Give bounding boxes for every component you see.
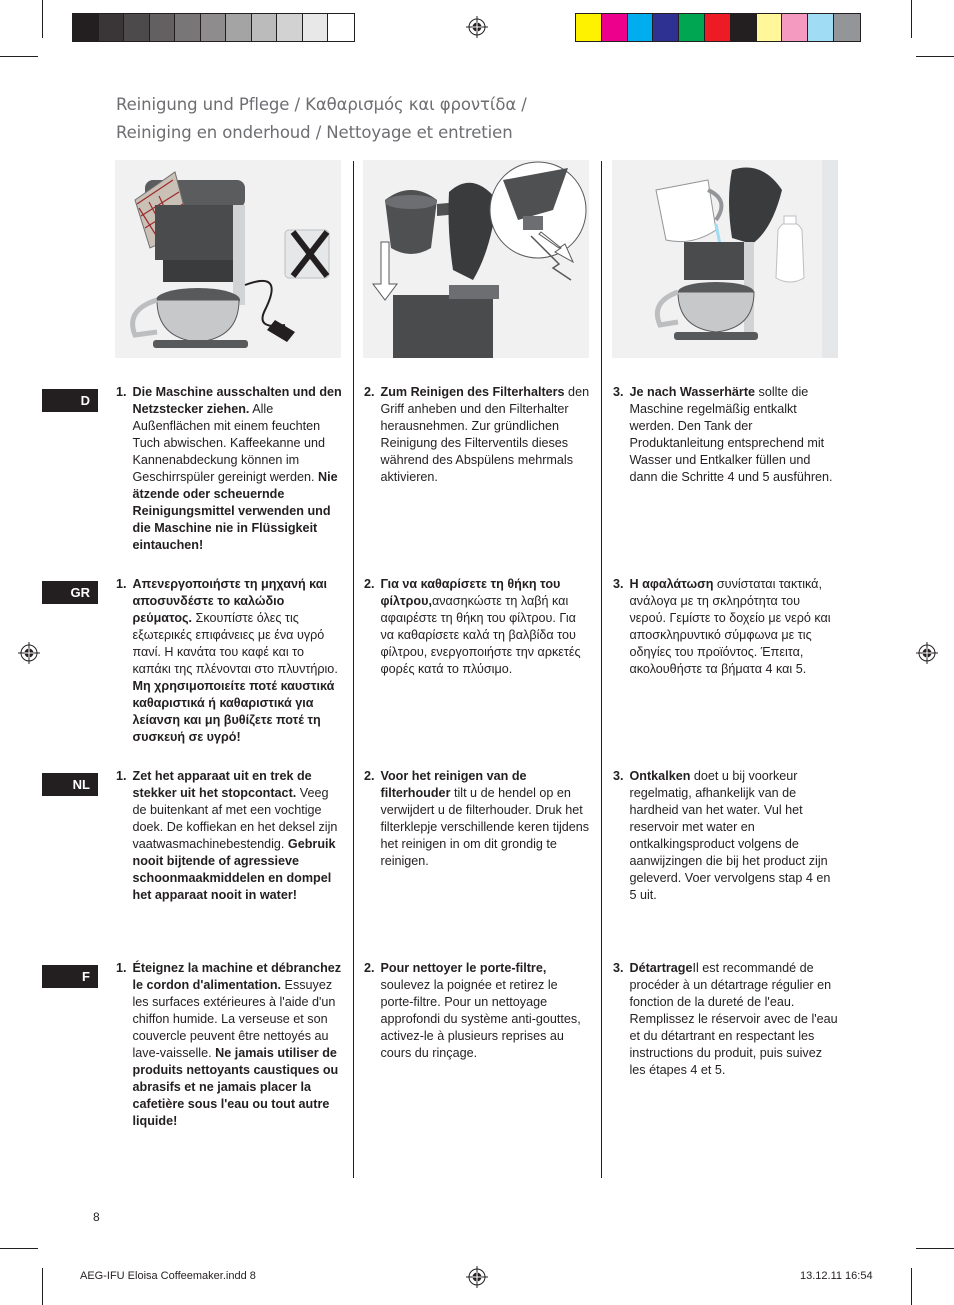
step-nl-3	[613, 768, 839, 904]
process-color-swatch	[834, 14, 860, 41]
step-f-3	[613, 960, 839, 1079]
crop-mark	[0, 1248, 38, 1249]
step-warning: Μη χρησιμοποιείτε ποτέ καυστικά καθαριστικά ή καθαριστικά για λείανση και μη βυθίζετε ποτέ τη συσκευή σε υγρό!	[132, 679, 335, 744]
illustration-descaling	[612, 160, 838, 358]
step-gr-1	[116, 576, 344, 746]
language-badge-f: F	[42, 965, 98, 988]
step-text: ανασηκώστε τη λαβή και αφαιρέστε τη θήκη του φίλτρου. Για να καθαρίσετε καλά τη βαλβίδα του φίλτρου, ενεργοποιήστε την αρκετές φορές κατά το πλύσιμο.	[380, 594, 581, 676]
registration-mark-icon	[466, 16, 488, 38]
step-nl-1	[116, 768, 344, 904]
process-color-swatch	[731, 14, 757, 41]
page-number: 8	[93, 1210, 100, 1224]
page-title-line-2: Reiniging en onderhoud / Nettoyage et entretien	[116, 123, 513, 142]
grayscale-swatch	[328, 14, 354, 41]
step-number: 2.	[364, 961, 375, 975]
step-text: συνίσταται τακτικά, ανάλογα με τη σκληρότητα του νερού. Γεμίστε το δοχείο με νερό και αποσκληρυντικό σύμφωνα με τις οδηγίες του προϊόντος. Έπειτα, ακολουθήστε τα βήματα 4 και 5.	[629, 577, 831, 676]
language-badge-d: D	[42, 389, 98, 412]
step-title: Voor het reinigen van de filterhouder	[380, 769, 527, 800]
crop-mark	[916, 56, 954, 57]
illustration-unplug-wipe	[115, 160, 341, 358]
language-badge-gr: GR	[42, 581, 98, 604]
step-text: Essuyez les surfaces extérieures à l'aide d'un chiffon humide. La verseuse et son couvercle peuvent être nettoyés au lave-vaisselle.	[132, 978, 336, 1060]
step-text: Σκουπίστε όλες τις εξωτερικές επιφάνειες με ένα υγρό πανί. Η κανάτα του καφέ και το καπάκι της πλένονται στο πλυντήριο.	[132, 611, 338, 676]
step-title: Η αφαλάτωση	[629, 577, 714, 591]
file-info: AEG-IFU Eloisa Coffeemaker.indd 8	[80, 1270, 256, 1282]
step-text: den Griff anheben und den Filterhalter herausnehmen. Zur gründlichen Reinigung des Filterventils dieses während des Abspülens mehrmals aktivieren.	[380, 385, 590, 484]
process-color-swatch	[576, 14, 602, 41]
process-color-swatch	[653, 14, 679, 41]
step-title: Ontkalken	[629, 769, 691, 783]
page-title-line-1: Reinigung und Pflege / Καθαρισμός και φροντίδα /	[116, 95, 527, 114]
grayscale-swatch	[175, 14, 201, 41]
crop-mark	[916, 1248, 954, 1249]
process-color-swatch	[679, 14, 705, 41]
step-title: Je nach Wasserhärte	[629, 385, 756, 399]
step-number: 2.	[364, 385, 375, 399]
grayscale-swatch	[99, 14, 125, 41]
step-f-2	[364, 960, 590, 1062]
step-text: tilt u de hendel op en verwijdert u de filterhouder. Druk het filterklepje verschillende keren tijdens het reinigen in om dit grondig te reinigen.	[380, 786, 590, 868]
step-nl-2	[364, 768, 590, 870]
step-number: 2.	[364, 577, 375, 591]
step-number: 1.	[116, 385, 127, 399]
step-title: Die Maschine ausschalten und den Netzstecker ziehen.	[132, 385, 342, 416]
step-d-1	[116, 384, 344, 554]
crop-mark	[0, 56, 38, 57]
step-text: Il est recommandé de procéder à un détartrage régulier en fonction de la dureté de l'eau. Remplissez le réservoir avec de l'eau et du détartrant en respectant les instructions du produit, puis suivez les étapes 4 et 5.	[629, 961, 838, 1077]
step-title: Για να καθαρίσετε τη θήκη του φίλτρου,	[380, 577, 561, 608]
step-number: 1.	[116, 769, 127, 783]
process-color-swatch	[705, 14, 731, 41]
registration-mark-icon	[466, 1266, 488, 1288]
process-color-swatch	[757, 14, 783, 41]
crop-mark	[911, 0, 912, 38]
registration-mark-icon	[18, 642, 40, 664]
process-color-swatch	[782, 14, 808, 41]
column-divider	[601, 161, 602, 1178]
step-number: 1.	[116, 961, 127, 975]
step-d-2	[364, 384, 590, 486]
process-color-swatch	[628, 14, 654, 41]
step-warning: Ne jamais utiliser de produits nettoyants caustiques ou abrasifs et ne jamais placer la cafetière sous l'eau ou tout autre liquide!	[132, 1046, 339, 1128]
crop-mark	[42, 1268, 43, 1305]
language-badge-nl: NL	[42, 773, 98, 796]
grayscale-swatch	[124, 14, 150, 41]
grayscale-swatch	[201, 14, 227, 41]
step-text: sollte die Maschine regelmäßig entkalkt werden. Den Tank der Produktanleitung entsprechend mit Wasser und Entkalker füllen und dann die Schritte 4 und 5 ausführen.	[629, 385, 833, 484]
grayscale-swatch	[277, 14, 303, 41]
step-gr-3	[613, 576, 839, 678]
date-info: 13.12.11 16:54	[800, 1270, 873, 1282]
step-gr-2	[364, 576, 590, 678]
step-text: soulevez la poignée et retirez le porte-filtre. Pour un nettoyage approfondi du système anti-gouttes, activez-le à plusieurs reprises au cours du rinçage.	[380, 978, 581, 1060]
step-text: Alle Außenflächen mit einem feuchten Tuch abwischen. Kaffeekanne und Kannenabdeckung können im Geschirrspüler gereinigt werden.	[132, 402, 326, 484]
step-f-1	[116, 960, 344, 1130]
grayscale-swatch	[226, 14, 252, 41]
column-divider	[353, 161, 354, 1178]
coffeemaker-unplugged-icon	[115, 160, 341, 358]
grayscale-swatch	[150, 14, 176, 41]
descaling-fill-icon	[612, 160, 838, 358]
crop-mark	[42, 0, 43, 38]
grayscale-swatch	[303, 14, 329, 41]
process-color-bar	[575, 13, 861, 42]
step-warning: Nie ätzende oder scheuernde Reinigungsmittel verwenden und die Maschine nie in Flüssigkeit eintauchen!	[132, 470, 338, 552]
grayscale-bar	[72, 13, 355, 42]
step-number: 2.	[364, 769, 375, 783]
step-title: Απενεργοποιήστε τη μηχανή και αποσυνδέστε το καλώδιο ρεύματος.	[132, 577, 328, 625]
illustration-filter-holder	[363, 160, 589, 358]
step-number: 3.	[613, 385, 624, 399]
step-number: 3.	[613, 769, 624, 783]
crop-mark	[911, 1268, 912, 1305]
process-color-swatch	[602, 14, 628, 41]
step-title: Pour nettoyer le porte-filtre,	[380, 961, 547, 975]
grayscale-swatch	[73, 14, 99, 41]
filter-holder-removal-icon	[363, 160, 589, 358]
step-number: 1.	[116, 577, 127, 591]
step-title: Détartrage	[629, 961, 693, 975]
step-number: 3.	[613, 961, 624, 975]
step-text: doet u bij voorkeur regelmatig, afhankelijk van de hardheid van het water. Vul het reservoir met water en ontkalkingsproduct volgens de aanwijzingen die bij het product zijn geleverd. Voer vervolgens stap 4 en 5 uit.	[629, 769, 831, 902]
step-text: Veeg de buitenkant af met een vochtige doek. De koffiekan en het deksel zijn vaatwasmachinebestendig.	[132, 786, 338, 851]
step-title: Zet het apparaat uit en trek de stekker uit het stopcontact.	[132, 769, 312, 800]
registration-mark-icon	[916, 642, 938, 664]
process-color-swatch	[808, 14, 834, 41]
step-warning: Gebruik nooit bijtende of agressieve schoonmaakmiddelen en dompel het apparaat nooit in water!	[132, 837, 336, 902]
grayscale-swatch	[252, 14, 278, 41]
step-title: Zum Reinigen des Filterhalters	[380, 385, 565, 399]
step-number: 3.	[613, 577, 624, 591]
step-title: Éteignez la machine et débranchez le cordon d'alimentation.	[132, 961, 342, 992]
step-d-3	[613, 384, 839, 486]
